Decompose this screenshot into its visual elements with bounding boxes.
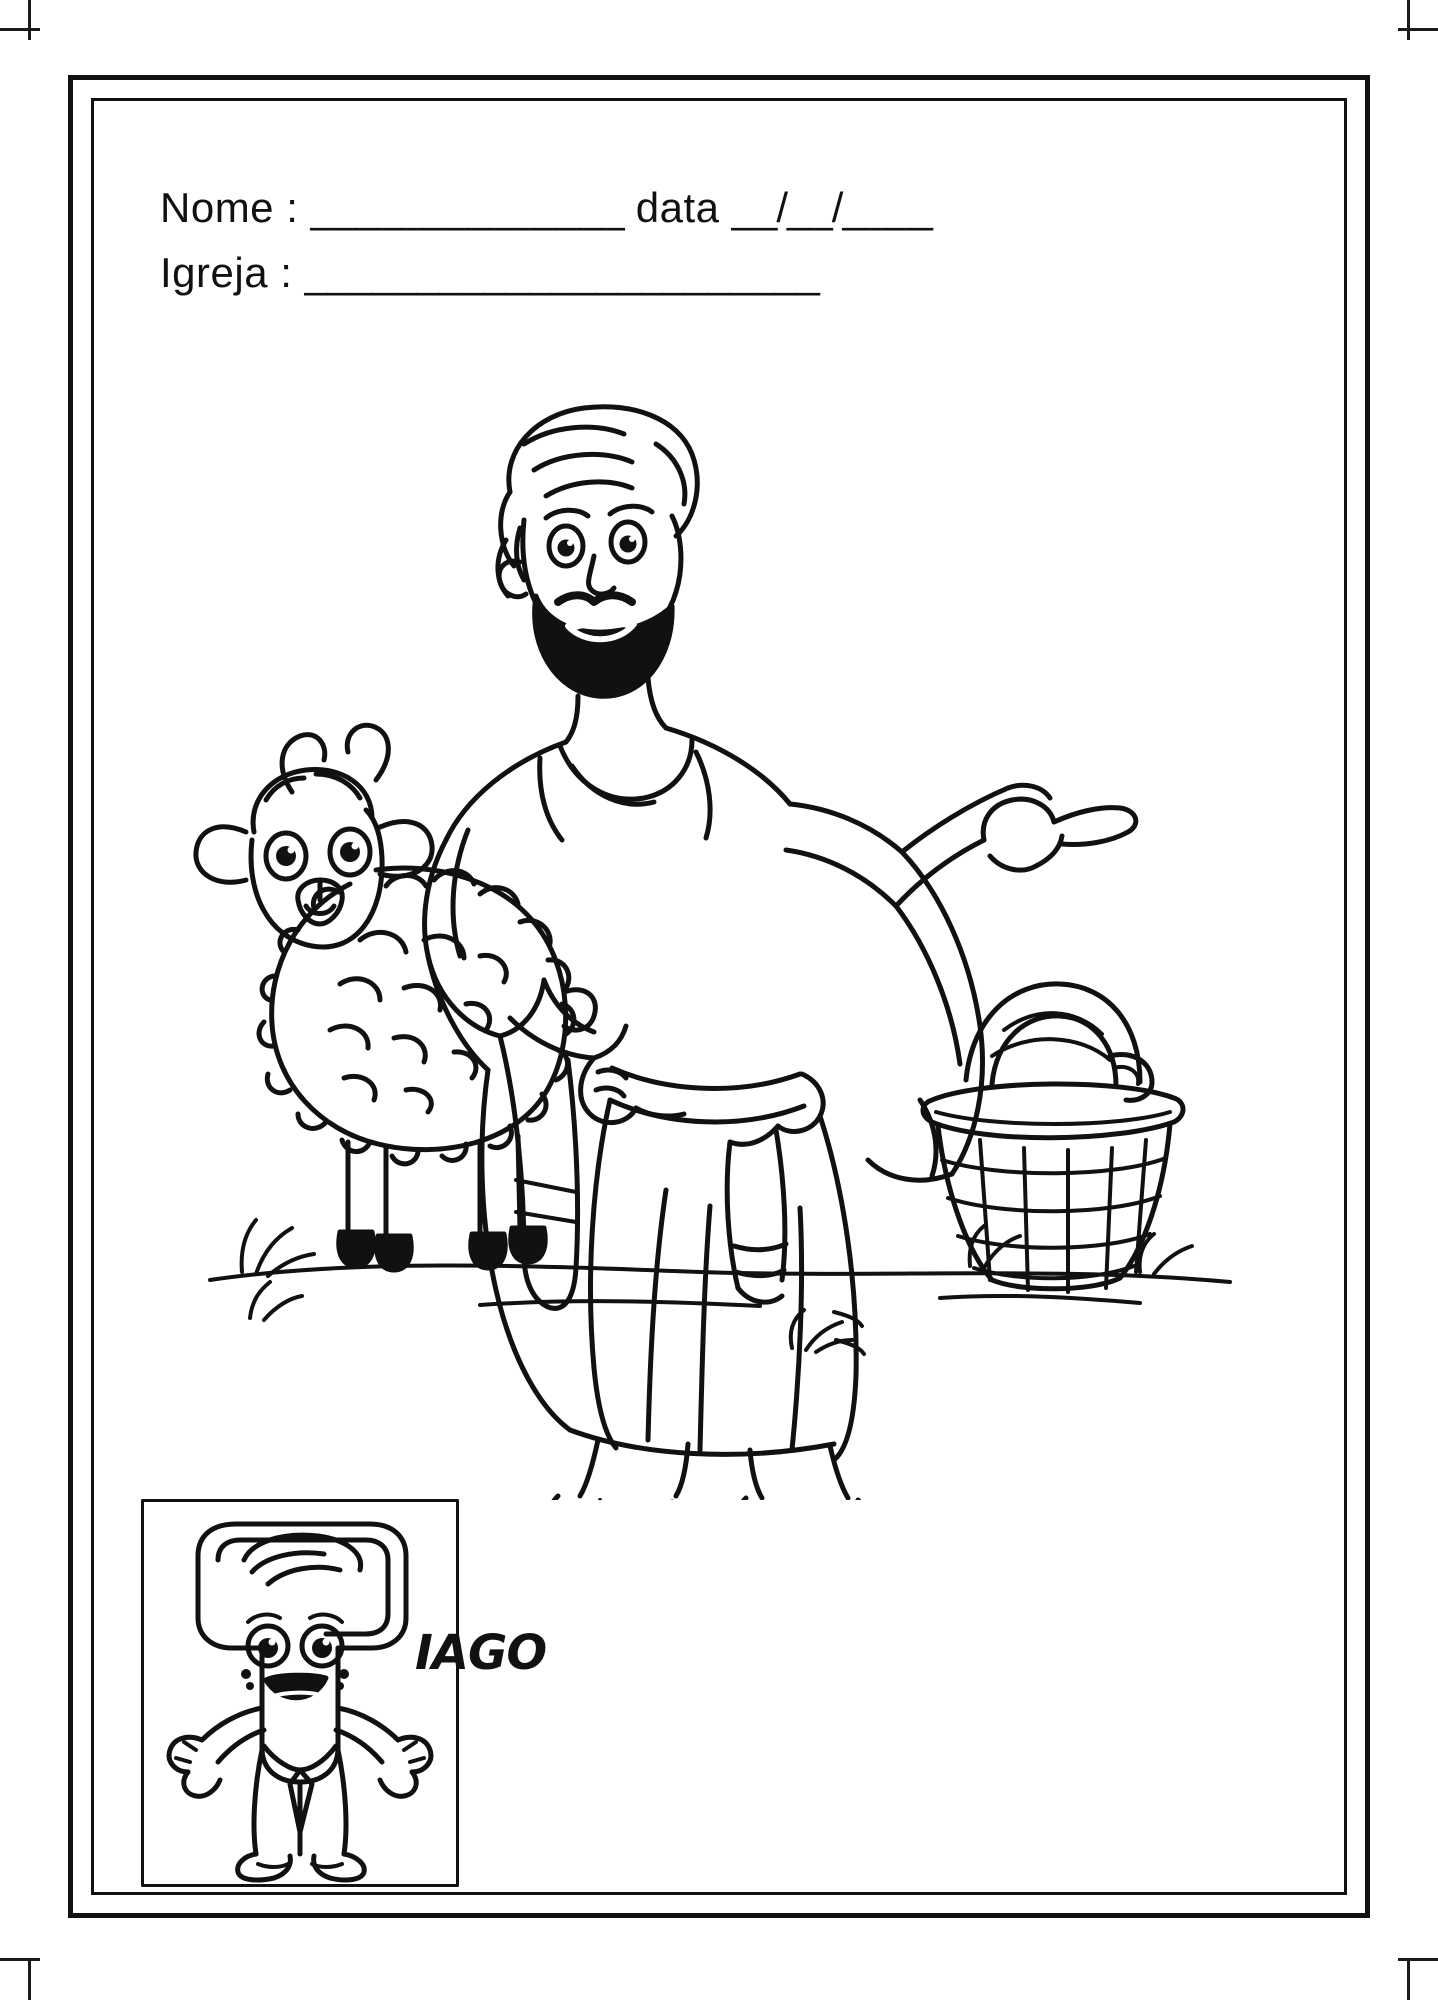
bearded-man-figure: [425, 407, 1136, 1500]
crop-mark-top-right-horizontal: [1398, 28, 1438, 31]
sheep-figure: [196, 725, 596, 1270]
crop-mark-top-right-vertical: [1407, 0, 1410, 40]
name-date-row: [160, 175, 1240, 240]
name-label: Nome :: [160, 184, 299, 231]
crop-mark-bottom-left-vertical: [28, 1960, 31, 2000]
church-row: [160, 240, 1240, 305]
date-label: data: [635, 184, 720, 231]
crop-mark-top-left-horizontal: [0, 28, 40, 31]
mascot-name-label: IAGO: [415, 1625, 547, 1681]
church-label: Igreja :: [160, 249, 293, 297]
coloring-illustration: [180, 400, 1280, 1500]
crop-mark-bottom-right-horizontal: [1398, 1958, 1438, 1961]
crop-mark-bottom-right-vertical: [1407, 1960, 1410, 2000]
crop-mark-bottom-left-horizontal: [0, 1958, 40, 1961]
name-write-line[interactable]: ______________: [310, 184, 624, 231]
date-write-line[interactable]: __/__/____: [731, 184, 932, 231]
mascot-thumbnail: [140, 1498, 460, 1888]
church-write-line[interactable]: _______________________: [304, 249, 819, 297]
crop-mark-top-left-vertical: [28, 0, 31, 40]
worksheet-header-fields: [160, 175, 1240, 305]
